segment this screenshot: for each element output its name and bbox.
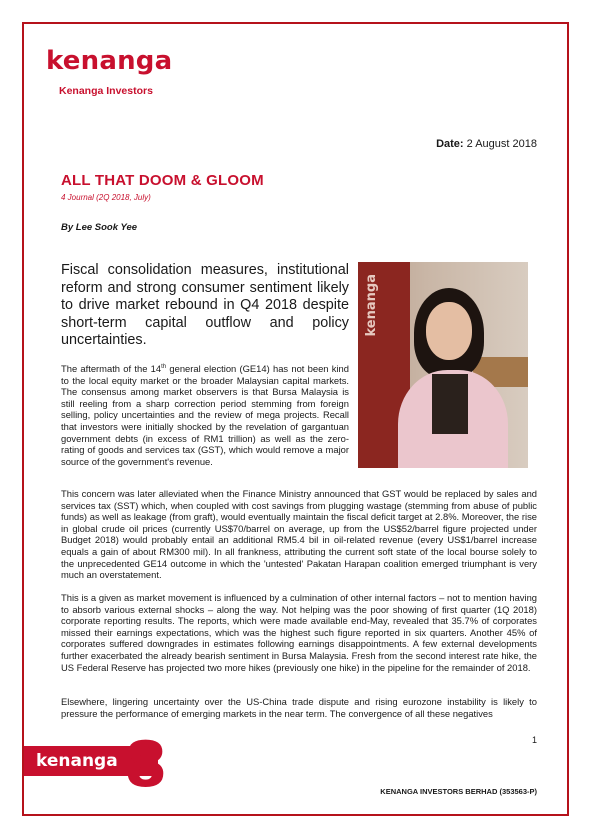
photo-blouse — [432, 374, 468, 434]
footer-company-name: KENANGA INVESTORS BERHAD (353563-P) — [380, 787, 537, 796]
footer-kenanga-logo: kenanga — [36, 751, 118, 771]
lead-paragraph: Fiscal consolidation measures, institutional reform and strong consumer sentiment likely to drive market rebound in Q4 2018 despite short-term capital outflow and policy uncertainties. — [61, 262, 349, 348]
photo-face — [426, 302, 472, 360]
author-byline: By Lee Sook Yee — [61, 222, 138, 233]
paragraph-1 — [61, 363, 349, 467]
article-title: ALL THAT DOOM & GLOOM — [61, 172, 264, 189]
page-number: 1 — [531, 735, 537, 745]
journal-citation: 4 Journal (2Q 2018, July) — [61, 193, 151, 202]
paragraph-4: Elsewhere, lingering uncertainty over the US-China trade dispute and rising eurozone instability is likely to pressure the performance of emerging markets in the near term. The convergence of all these negatives — [61, 696, 537, 719]
document-date — [436, 138, 537, 150]
sub-brand-label: Kenanga Investors — [59, 85, 153, 97]
date-label: Date: — [436, 138, 464, 150]
kenanga-logo: kenanga — [46, 46, 173, 76]
ordinal-suffix: th — [161, 363, 167, 370]
paragraph-3: This is a given as market movement is influenced by a culmination of other internal factors – not to mention having to absorb various external shocks – along the way. Not helping was the poor showing of first quarter (1Q 2018) corporate reporting results. The reports, which were made available end-May, revealed that 35.7% of corporates missed their earnings expectations, which was the highest such figure reported in six quarters. Another 45% of corporates suffered downgrades in estimates following earnings disappointments. A few external developments further exacerbated the already bearish sentiment in Bursa Malaysia. Fresh from the second interest rate hike, the US Federal Reserve has projected two more hikes (previously one hike) in the pipeline for the remainder of 2018. — [61, 592, 537, 673]
kenanga-eight-logo-mark: 8 — [124, 728, 168, 801]
portrait-photo — [358, 262, 528, 468]
date-value: 2 August 2018 — [466, 138, 537, 150]
paragraph-2: This concern was later alleviated when the Finance Ministry announced that GST would be replaced by sales and services tax (SST) which, when coupled with cost savings from plugging wastage (stemming from abuse of public funds) as well as leakage (from graft), would eventually maintain the fiscal deficit target at 2.8%. Moreover, the rise in global crude oil prices (currently US$70/barrel on average, up from the US$52/barrel figure projected under Budget 2018) would probably entail an additional RM5.4 bil in oil-related revenue (every US$1/barrel increase equals a gain of about RM300 mil). In all frankness, attributing the current soft state of the local bourse solely to the unprecedented GE14 outcome in which the 'untested' Pakatan Harapan coalition emerged triumphant is very much an overstatement. — [61, 488, 537, 581]
photo-wall-text: kenanga — [364, 274, 379, 337]
paragraph-1-start: The aftermath of the 14 — [61, 363, 162, 374]
paragraph-1-rest: general election (GE14) has not been kind to the local equity market or the broader Malaysian capital markets. The consensus among market observers is that Bursa Malaysia is still reeling from a sharp correction period stemming from foreign selling, policy uncertainties and the review of mega projects. Recall that investors were initially shocked by the revelation of gargantuan government debts (in excess of RM1 trillion) as well as the zero-rating of goods and services tax (GST), which would remove a major source of the government's revenue. — [61, 363, 349, 467]
